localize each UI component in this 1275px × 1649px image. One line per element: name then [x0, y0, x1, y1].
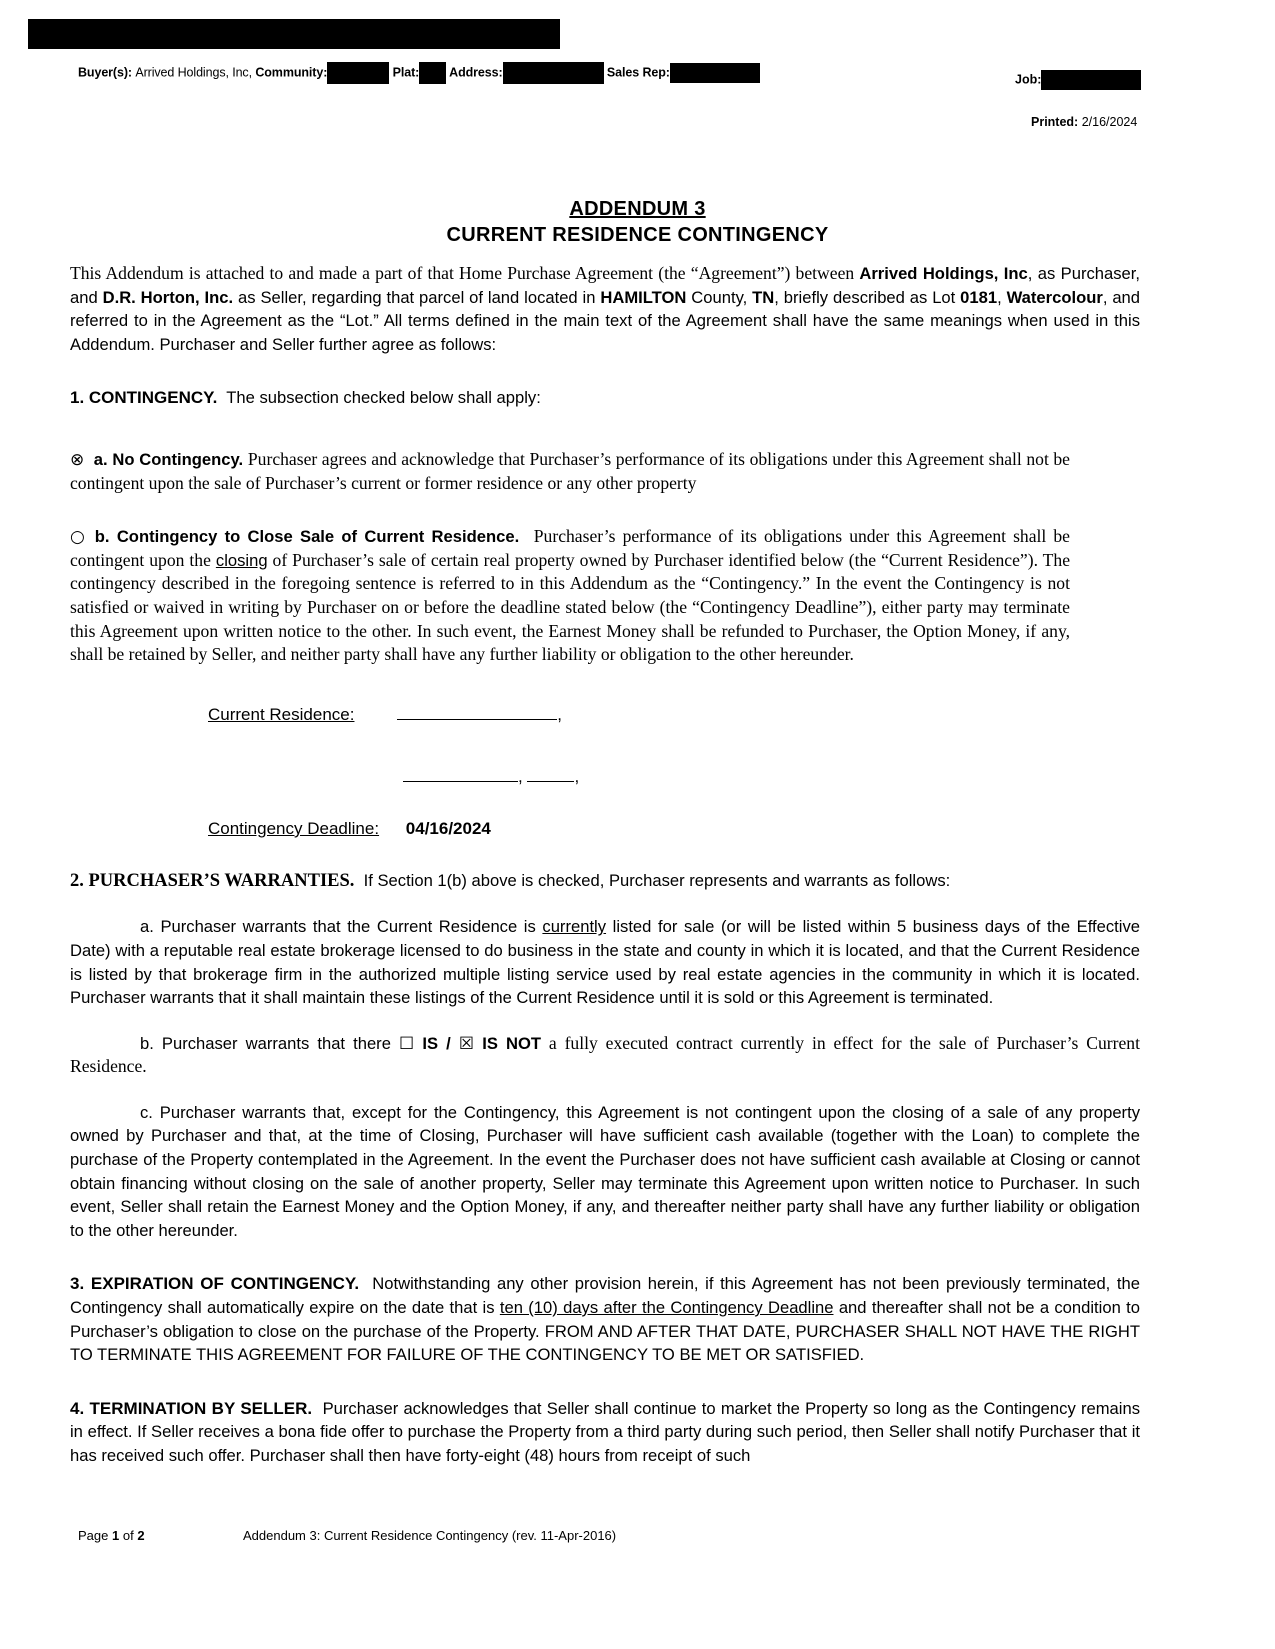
intro-county: HAMILTON	[600, 287, 687, 307]
item-a-text-1: Purchaser warrants that the Current Residence is	[153, 917, 543, 937]
buyer-label: Buyer(s):	[78, 65, 132, 80]
plat-label: Plat:	[392, 65, 420, 80]
header-printed-field	[1031, 115, 1137, 129]
item-b-is-label: IS	[422, 1033, 439, 1053]
intro-text-7: , and referred to in the Agreement as the “Lot.” All terms defined in the main text of the Agreement shall have the same meanings when used in this Addendum. Purchaser and Seller further agree as follows:	[70, 287, 1141, 354]
state-comma: ,	[574, 766, 580, 786]
header-meta-line	[78, 62, 760, 84]
footer-page-current: 1	[112, 1528, 120, 1543]
section-1-heading-line	[70, 386, 1140, 410]
redacted-community-value	[327, 62, 389, 84]
footer-page-number	[78, 1528, 145, 1543]
current-residence-input[interactable]	[397, 706, 557, 720]
intro-paragraph	[70, 262, 1140, 356]
contingency-deadline-row	[208, 819, 1140, 839]
item-a-underlined-currently: currently	[542, 917, 607, 937]
checkbox-no-contingency-icon[interactable]: ⊗	[70, 449, 85, 470]
option-b-underlined-closing: closing	[215, 550, 268, 570]
section-2-heading-line	[70, 869, 1140, 894]
intro-text-3: as Seller, regarding that parcel of land located in	[233, 287, 601, 307]
item-b-marker: b.	[140, 1033, 154, 1053]
document-subtitle: CURRENT RESIDENCE CONTINGENCY	[446, 224, 829, 246]
item-b-is-not-label: IS NOT	[482, 1033, 542, 1053]
footer-document-reference: Addendum 3: Current Residence Contingency (rev. 11-Apr-2016)	[243, 1528, 617, 1543]
item-c-marker: c.	[140, 1102, 153, 1122]
section-2-item-a	[70, 915, 1140, 1009]
document-title-text: ADDENDUM 3	[569, 198, 706, 220]
intro-lot-number: 0181	[960, 287, 998, 307]
option-a-label: a. No Contingency.	[93, 449, 244, 469]
intro-community-name: Watercolour	[1006, 287, 1103, 307]
section-3	[70, 1272, 1140, 1366]
contingency-deadline-value: 04/16/2024	[405, 818, 491, 838]
city-comma: ,	[518, 766, 523, 786]
document-title	[0, 198, 1275, 221]
option-b-text-1: Purchaser’s performance of its obligations under this Agreement shall be contingent upon the	[70, 526, 1070, 570]
footer-page-prefix: Page	[78, 1528, 109, 1543]
footer-page-total: 2	[137, 1528, 145, 1543]
section-4	[70, 1397, 1140, 1468]
section-2-item-b	[70, 1032, 1140, 1079]
item-a-marker: a.	[140, 917, 154, 937]
intro-text-6: ,	[997, 287, 1007, 307]
current-residence-label: Current Residence:	[208, 704, 355, 724]
redacted-plat-value	[419, 62, 446, 84]
section-2-heading: 2. PURCHASER’S WARRANTIES.	[70, 870, 355, 891]
contingency-option-b[interactable]	[70, 525, 1070, 667]
redacted-company-title-bar	[28, 19, 560, 49]
redacted-sales-rep-value	[670, 63, 760, 83]
current-residence-comma: ,	[557, 704, 562, 724]
community-label: Community:	[255, 65, 328, 80]
section-3-heading: 3. EXPIRATION OF CONTINGENCY.	[70, 1274, 360, 1294]
item-c-text: Purchaser warrants that, except for the Contingency, this Agreement is not contingent upon the closing of a sale of any property owned by Purchaser and that, at the time of Closing, Purchaser will have sufficient cash available (together with the Loan) to complete the purchase of the Property contemplated in the Agreement. In the event the Purchaser does not have sufficient cash available at Closing or cannot obtain financing without closing on the sale of another property, Seller may terminate this Agreement upon written notice to Purchaser. In such event, Seller shall retain the Earnest Money and the Option Money, if any, and thereafter neither party shall have any further liability or obligation to the other hereunder.	[70, 1102, 1140, 1240]
checkbox-is-not-icon[interactable]: ☒	[458, 1033, 475, 1054]
item-b-separator: /	[446, 1033, 451, 1053]
printed-label: Printed:	[1031, 115, 1079, 129]
item-a-text-2: listed for sale (or will be listed within 5 business days of the Effective Date) with a reputable real estate brokerage licensed to do business in the state and county in which it is located, and that the Current Residence is listed by that brokerage firm in the authorized multiple listing service used by real estate agencies in the community in which it is located. Purchaser warrants that it shall maintain these listings of the Current Residence until it is sold or this Agreement is terminated.	[70, 917, 1141, 1008]
option-b-label: b. Contingency to Close Sale of Current Residence.	[94, 527, 520, 547]
section-4-heading: 4. TERMINATION BY SELLER.	[70, 1398, 313, 1418]
intro-text-5: , briefly described as Lot	[774, 287, 961, 307]
intro-text-4: County,	[686, 287, 753, 307]
section-1-heading: 1. CONTINGENCY.	[70, 388, 218, 408]
option-b-text-2: of Purchaser’s sale of certain real property owned by Purchaser identified below (the “Current Residence”). The contingency described in the foregoing sentence is referred to in this Addendum as the “Contingency.” In the event the Contingency is not satisfied or waived in writing by Purchaser on or before the deadline stated below (the “Contingency Deadline”), either party may terminate this Agreement upon written notice to the other. In such event, the Earnest Money shall be refunded to Purchaser, the Option Money, if any, shall be retained by Seller, and neither party shall have any further liability or obligation to the other hereunder.	[70, 549, 1070, 665]
intro-seller-name: D.R. Horton, Inc.	[102, 287, 234, 307]
section-2-lead: If Section 1(b) above is checked, Purchaser represents and warrants as follows:	[363, 870, 951, 890]
section-3-text-1: Notwithstanding any other provision herein, if this Agreement has not been previously terminated, the Contingency shall automatically expire on the date that is	[70, 1274, 1140, 1318]
contingency-option-a[interactable]	[70, 448, 1070, 495]
current-residence-city-input[interactable]	[403, 768, 518, 782]
sales-rep-label: Sales Rep:	[606, 65, 670, 80]
footer-page-middle: of	[122, 1528, 134, 1543]
printed-value: 2/16/2024	[1081, 115, 1138, 129]
job-label: Job:	[1015, 72, 1042, 87]
option-a-text: Purchaser agrees and acknowledge that Purchaser’s performance of its obligations under this Agreement shall not be contingent upon the sale of Purchaser’s current or former residence or any other property	[70, 448, 1070, 493]
contingency-deadline-label: Contingency Deadline:	[208, 818, 380, 838]
section-4-text: Purchaser acknowledges that Seller shall continue to market the Property so long as the Contingency remains in effect. If Seller receives a bona fide offer to purchase the Property from a third party during such period, then Seller shall notify Purchaser that it has received such offer. Purchaser shall then have forty-eight (48) hours from receipt of such	[70, 1398, 1140, 1465]
current-residence-city-state-row	[208, 767, 1140, 787]
item-b-text-1: Purchaser warrants that there	[153, 1033, 400, 1053]
intro-purchaser-name: Arrived Holdings, Inc	[859, 264, 1028, 283]
buyer-value: Arrived Holdings, Inc,	[135, 65, 252, 80]
redacted-address-value	[503, 62, 604, 84]
intro-text-1: This Addendum is attached to and made a part of that Home Purchase Agreement (the “Agreement”) between	[70, 263, 860, 283]
address-label: Address:	[449, 65, 503, 80]
item-b-text-2: a fully executed contract currently in effect for the sale of Purchaser’s Current Residence.	[70, 1032, 1140, 1077]
intro-state: TN	[752, 287, 775, 307]
redacted-job-value	[1041, 70, 1141, 90]
intro-text-2: , as Purchaser, and	[70, 264, 1140, 307]
checkbox-contingency-close-sale-icon[interactable]: ○	[70, 527, 88, 548]
section-3-underlined: ten (10) days after the Contingency Deadline	[499, 1298, 834, 1318]
section-1-lead: The subsection checked below shall apply:	[226, 388, 541, 408]
current-residence-state-input[interactable]	[527, 768, 574, 782]
current-residence-row	[208, 705, 1140, 725]
document-body	[70, 262, 1140, 1468]
checkbox-is-icon[interactable]: ☐	[399, 1033, 415, 1054]
header-job-field	[1015, 70, 1141, 90]
section-2-item-c	[70, 1101, 1140, 1243]
section-3-text-2: and thereafter shall not be a condition to Purchaser’s obligation to close on the purchase of the Property. FROM AND AFTER THAT DATE, PURCHASER SHALL NOT HAVE THE RIGHT TO TERMINATE THIS AGREEMENT FOR FAILURE OF THE CONTINGENCY TO BE MET OR SATISFIED.	[70, 1298, 1140, 1365]
